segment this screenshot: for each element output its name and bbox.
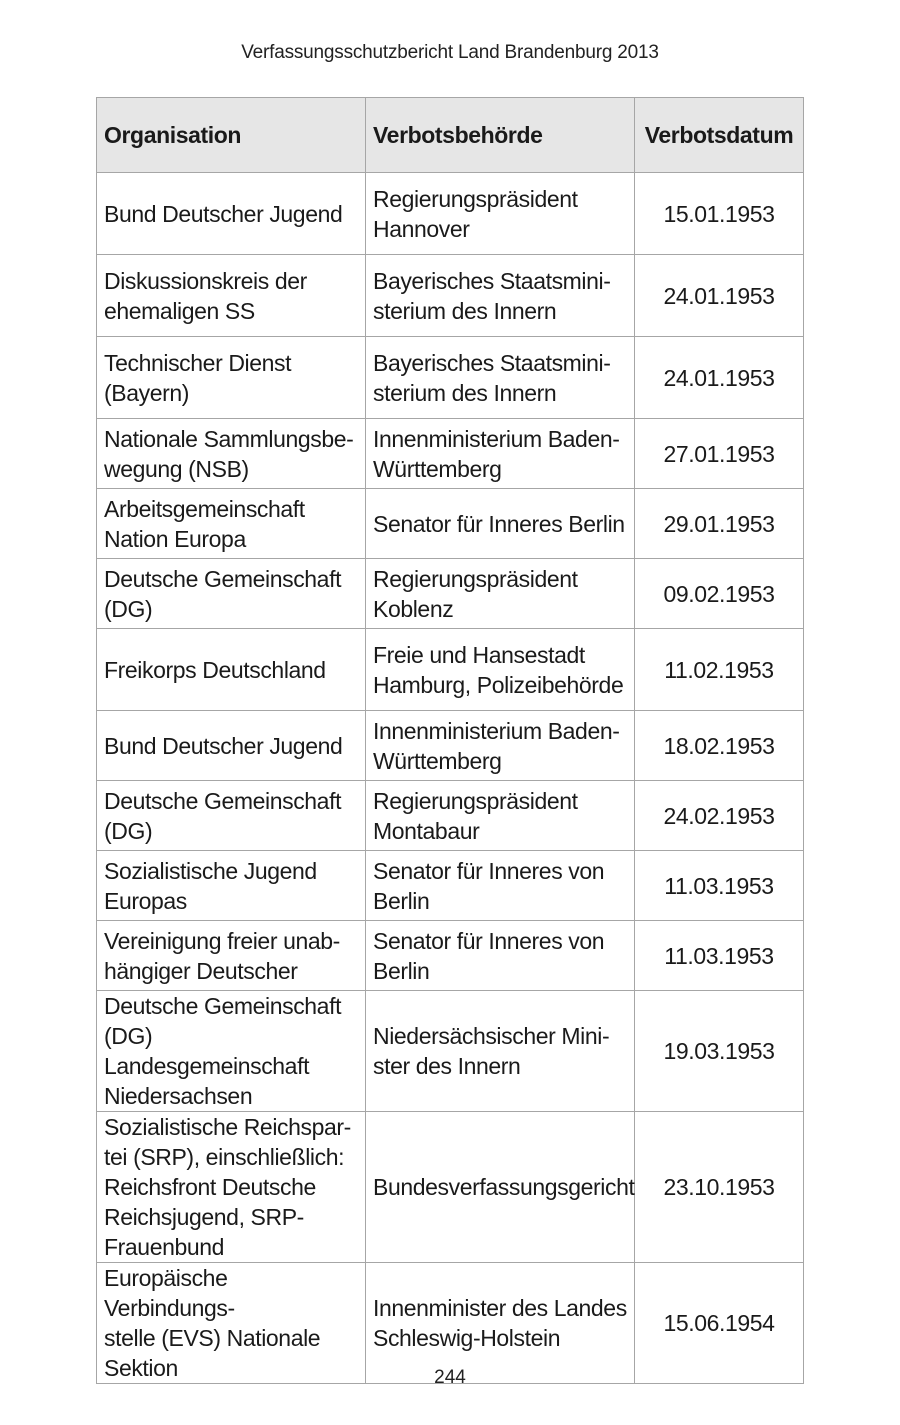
cell-date: 24.01.1953 <box>635 255 804 337</box>
cell-date: 11.03.1953 <box>635 851 804 921</box>
cell-authority-line: Berlin <box>373 887 430 914</box>
cell-authority-line: sterium des Innern <box>373 297 557 324</box>
cell-organisation-line: Niedersachsen <box>104 1083 253 1109</box>
cell-organisation-line: (Bayern) <box>104 379 189 406</box>
cell-authority-line: Schleswig-Holstein <box>373 1325 561 1351</box>
cell-date: 24.01.1953 <box>635 337 804 419</box>
table-row <box>97 1112 804 1263</box>
table-row <box>97 711 804 781</box>
cell-authority-line: Innenminister des Landes <box>373 1295 627 1321</box>
table-row <box>97 337 804 419</box>
cell-organisation-line: Sozialistische Reichspar- <box>104 1114 351 1140</box>
cell-authority <box>366 711 635 781</box>
cell-organisation <box>97 711 366 781</box>
cell-authority-line: Senator für Inneres von <box>373 927 605 954</box>
table-row <box>97 419 804 489</box>
cell-organisation <box>97 559 366 629</box>
cell-authority <box>366 851 635 921</box>
cell-organisation-line: stelle (EVS) Nationale <box>104 1325 321 1351</box>
cell-organisation-line: hängiger Deutscher <box>104 957 298 984</box>
cell-organisation-line: Deutsche Gemeinschaft <box>104 993 342 1019</box>
cell-authority <box>366 1263 635 1384</box>
cell-date: 24.02.1953 <box>635 781 804 851</box>
cell-authority-line: Hamburg, Polizeibehörde <box>373 671 624 698</box>
cell-organisation-line: Europäische Verbindungs- <box>104 1265 235 1321</box>
cell-date: 27.01.1953 <box>635 419 804 489</box>
cell-authority <box>366 337 635 419</box>
cell-authority-line: Koblenz <box>373 595 454 622</box>
running-header: Verfassungsschutzbericht Land Brandenburg 2013 <box>241 42 659 63</box>
table-row <box>97 559 804 629</box>
cell-organisation-line: wegung (NSB) <box>104 455 249 482</box>
cell-authority <box>366 559 635 629</box>
cell-authority <box>366 991 635 1112</box>
cell-authority-line: Niedersächsischer Mini- <box>373 1023 610 1049</box>
cell-organisation-line: Freikorps Deutschland <box>104 656 326 683</box>
cell-authority-line: Regierungspräsident <box>373 565 578 592</box>
cell-authority <box>366 173 635 255</box>
cell-organisation-line: Nationale Sammlungsbe- <box>104 425 354 452</box>
cell-authority-line: Württemberg <box>373 747 502 774</box>
cell-organisation-line: Bund Deutscher Jugend <box>104 200 343 227</box>
cell-authority-line: Montabaur <box>373 817 480 844</box>
cell-organisation-line: Europas <box>104 887 187 914</box>
cell-authority-line: Hannover <box>373 215 470 242</box>
table-row <box>97 255 804 337</box>
cell-organisation-line: Deutsche Gemeinschaft <box>104 787 342 814</box>
table-header-row <box>97 98 804 173</box>
cell-organisation-line: Sozialistische Jugend <box>104 857 317 884</box>
cell-authority-line: Berlin <box>373 957 430 984</box>
cell-date: 18.02.1953 <box>635 711 804 781</box>
cell-organisation <box>97 921 366 991</box>
cell-organisation <box>97 1112 366 1263</box>
cell-organisation <box>97 1263 366 1384</box>
cell-organisation-line: Vereinigung freier unab- <box>104 927 340 954</box>
cell-organisation <box>97 991 366 1112</box>
cell-organisation <box>97 629 366 711</box>
table-row <box>97 173 804 255</box>
cell-organisation-line: Diskussionskreis der <box>104 267 307 294</box>
table-body <box>97 173 804 1384</box>
cell-organisation <box>97 173 366 255</box>
cell-authority-line: Senator für Inneres Berlin <box>373 510 625 537</box>
cell-organisation <box>97 255 366 337</box>
column-header-date: Verbotsdatum <box>635 98 804 173</box>
cell-date: 15.01.1953 <box>635 173 804 255</box>
cell-authority-line: ster des Innern <box>373 1053 521 1079</box>
table-row <box>97 781 804 851</box>
cell-authority-line: Bayerisches Staatsmini- <box>373 267 611 294</box>
cell-authority-line: Regierungspräsident <box>373 787 578 814</box>
cell-date: 15.06.1954 <box>635 1263 804 1384</box>
table-row <box>97 851 804 921</box>
cell-organisation <box>97 489 366 559</box>
cell-authority <box>366 489 635 559</box>
cell-organisation-line: ehemaligen SS <box>104 297 255 324</box>
cell-organisation-line: (DG) <box>104 595 153 622</box>
cell-organisation-line: Sektion <box>104 1355 178 1381</box>
cell-authority <box>366 629 635 711</box>
column-header-organisation: Organisation <box>97 98 366 173</box>
column-header-authority: Verbotsbehörde <box>366 98 635 173</box>
cell-authority-line: Innenministerium Baden- <box>373 717 620 744</box>
page-number: 244 <box>434 1367 466 1388</box>
cell-authority-line: Senator für Inneres von <box>373 857 605 884</box>
cell-authority <box>366 255 635 337</box>
cell-authority-line: Bayerisches Staatsmini- <box>373 349 611 376</box>
ban-table <box>96 97 804 1384</box>
cell-authority <box>366 781 635 851</box>
cell-organisation-line: Technischer Dienst <box>104 349 292 376</box>
cell-organisation-line: Reichsjugend, SRP- <box>104 1204 304 1230</box>
cell-organisation-line: Reichsfront Deutsche <box>104 1174 316 1200</box>
cell-date: 29.01.1953 <box>635 489 804 559</box>
cell-authority-line: Freie und Hansestadt <box>373 641 585 668</box>
cell-organisation-line: (DG) Landesgemeinschaft <box>104 1023 310 1079</box>
cell-authority <box>366 921 635 991</box>
cell-date: 19.03.1953 <box>635 991 804 1112</box>
cell-date: 09.02.1953 <box>635 559 804 629</box>
cell-date: 11.03.1953 <box>635 921 804 991</box>
cell-authority-line: Württemberg <box>373 455 502 482</box>
cell-organisation <box>97 781 366 851</box>
cell-authority <box>366 419 635 489</box>
cell-organisation-line: Deutsche Gemeinschaft <box>104 565 342 592</box>
table-row <box>97 991 804 1112</box>
cell-organisation-line: Nation Europa <box>104 525 246 552</box>
cell-authority-line: sterium des Innern <box>373 379 557 406</box>
cell-organisation-line: Bund Deutscher Jugend <box>104 732 343 759</box>
table-row <box>97 489 804 559</box>
table-row <box>97 921 804 991</box>
cell-date: 23.10.1953 <box>635 1112 804 1263</box>
cell-organisation-line: Frauenbund <box>104 1234 225 1260</box>
cell-organisation <box>97 419 366 489</box>
table-row <box>97 629 804 711</box>
cell-authority <box>366 1112 635 1263</box>
cell-organisation-line: tei (SRP), einschließlich: <box>104 1144 345 1170</box>
cell-organisation <box>97 337 366 419</box>
cell-organisation-line: (DG) <box>104 817 153 844</box>
table-row <box>97 1263 804 1384</box>
cell-authority-line: Regierungspräsident <box>373 185 578 212</box>
cell-organisation <box>97 851 366 921</box>
cell-date: 11.02.1953 <box>635 629 804 711</box>
cell-authority-line: Bundesverfassungsgericht <box>373 1174 635 1200</box>
cell-authority-line: Innenministerium Baden- <box>373 425 620 452</box>
cell-organisation-line: Arbeitsgemeinschaft <box>104 495 305 522</box>
